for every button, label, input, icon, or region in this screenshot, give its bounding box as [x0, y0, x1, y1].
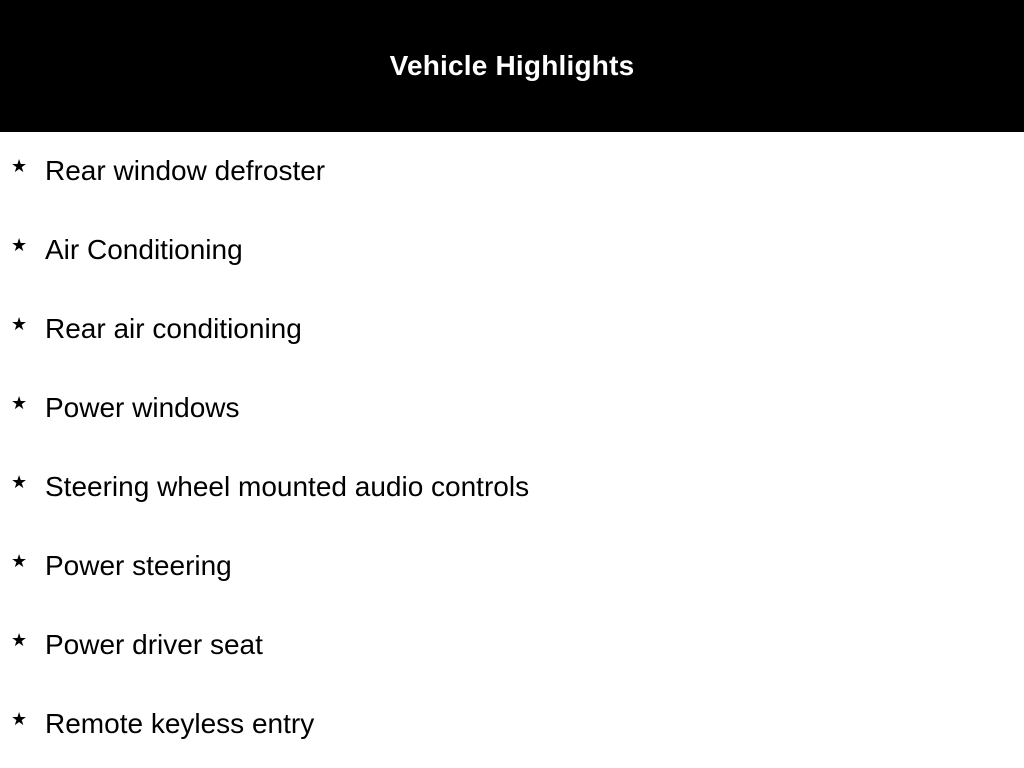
list-item-label: Power driver seat — [45, 629, 263, 660]
list-item-label: Rear window defroster — [45, 155, 326, 186]
list-item-label: Rear air conditioning — [45, 313, 302, 344]
star-icon: ★ — [11, 630, 28, 651]
list-item-label: Air Conditioning — [45, 234, 243, 265]
list-item — [0, 527, 1024, 606]
list-item — [0, 448, 1024, 527]
list-item — [0, 369, 1024, 448]
list-item — [0, 606, 1024, 685]
page-title: Vehicle Highlights — [389, 49, 635, 81]
list-item — [0, 132, 1024, 211]
list-item-label: Steering wheel mounted audio controls — [45, 471, 530, 502]
list-item-label: Power steering — [45, 550, 232, 581]
star-icon: ★ — [11, 472, 28, 493]
star-icon: ★ — [11, 551, 28, 572]
star-icon: ★ — [11, 156, 28, 177]
list-item — [0, 685, 1024, 764]
list-item-label: Remote keyless entry — [45, 708, 315, 739]
star-icon: ★ — [11, 314, 28, 335]
list-item — [0, 211, 1024, 290]
star-icon: ★ — [11, 709, 28, 730]
star-icon: ★ — [11, 393, 28, 414]
list-item-label: Power windows — [45, 392, 240, 423]
header-bar — [0, 0, 1024, 132]
highlights-list — [0, 132, 1024, 764]
star-icon: ★ — [11, 235, 28, 256]
list-item — [0, 290, 1024, 369]
